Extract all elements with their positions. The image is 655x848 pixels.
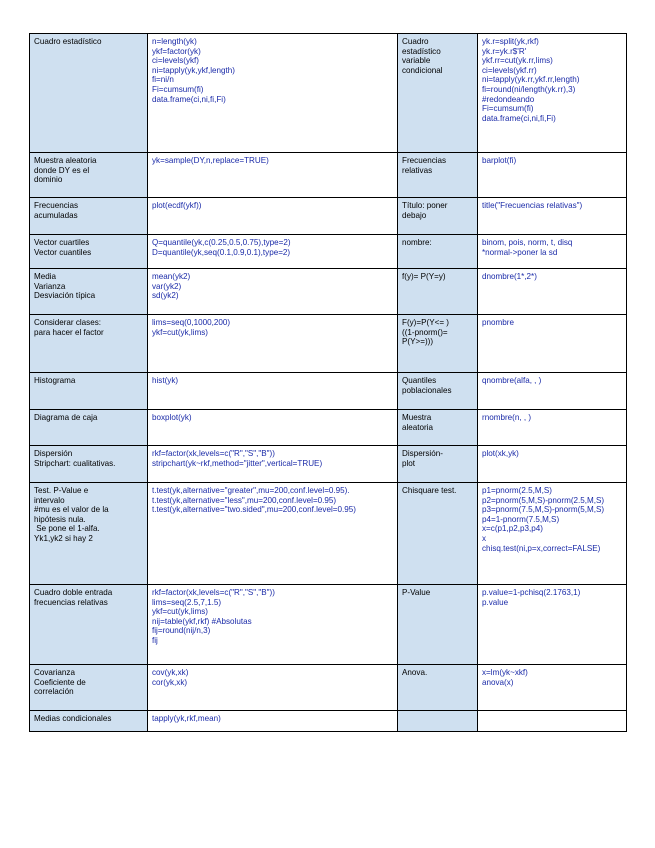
label-line: Se pone el 1-alfa.: [34, 524, 100, 534]
left-label-cell: [30, 410, 148, 446]
right-label-cell: [398, 410, 478, 446]
code-line: x=c(p1,p2,p3,p4): [482, 524, 543, 534]
code-line: binom, pois, norm, t, disq: [482, 238, 573, 247]
right-label-cell: [398, 269, 478, 315]
left-label-cell: [30, 711, 148, 732]
code-line: chisq.test(ni,p=x,correct=FALSE): [482, 543, 601, 553]
table-row: [30, 373, 627, 410]
label-line: intervalo: [34, 495, 65, 505]
code-line: p1=pnorm(2.5,M,S): [482, 486, 552, 495]
label-line: Frecuencias: [34, 201, 79, 210]
label-line: Chisquare test.: [402, 486, 457, 495]
code-line: qnombre(alfa, , ): [482, 376, 542, 385]
label-line: Cuadro estadístico: [34, 37, 102, 46]
label-line: para hacer el factor: [34, 327, 104, 337]
code-line: p.value=1-pchisq(2.1763,1): [482, 588, 581, 597]
left-code-cell: [148, 235, 398, 269]
label-line: Varianza: [34, 281, 66, 291]
code-line: data.frame(ci,ni,fi,Fi): [152, 94, 226, 104]
code-line: p4=1-pnorm(7.5,M,S): [482, 514, 560, 524]
label-line: Dispersión: [34, 449, 73, 458]
right-label-cell: [398, 711, 478, 732]
code-line: ykf=cut(yk,lims): [152, 607, 208, 617]
right-code-cell: [478, 153, 627, 198]
left-code-cell: [148, 410, 398, 446]
label-line: Cuadro doble entrada: [34, 588, 113, 597]
code-line: ci=levels(ykf): [152, 56, 199, 66]
table-row: [30, 585, 627, 665]
code-line: ci=levels(ykf.rr): [482, 65, 537, 75]
code-line: title("Frecuencias relativas"): [482, 201, 583, 210]
code-line: t.test(yk,alternative="less",mu=200,conf.level=0.95): [152, 495, 337, 505]
right-code-cell: [478, 446, 627, 483]
label-line: Stripchart: cualitativas.: [34, 458, 116, 468]
label-line: correlación: [34, 687, 74, 697]
label-line: F(y)=P(Y<= ): [402, 318, 449, 327]
label-line: Muestra aleatoria: [34, 156, 97, 165]
label-line: nombre:: [402, 238, 432, 247]
right-code-cell: [478, 373, 627, 410]
table-row: [30, 315, 627, 373]
label-line: acumuladas: [34, 210, 78, 220]
label-line: Medias condicionales: [34, 714, 112, 723]
r-cheatsheet-table: [29, 33, 627, 732]
table-row: [30, 235, 627, 269]
code-line: anova(x): [482, 677, 514, 687]
left-label-cell: [30, 585, 148, 665]
label-line: Anova.: [402, 668, 428, 677]
right-label-cell: [398, 315, 478, 373]
left-label-cell: [30, 315, 148, 373]
table-body: [30, 34, 627, 732]
code-line: cor(yk,xk): [152, 677, 188, 687]
code-line: Q=quantile(yk,c(0.25,0.5,0.75),type=2): [152, 238, 291, 247]
left-code-cell: [148, 711, 398, 732]
table-row: [30, 269, 627, 315]
code-line: t.test(yk,alternative="two.sided",mu=200,conf.level=0.95): [152, 505, 356, 515]
label-line: Coeficiente de: [34, 677, 86, 687]
left-code-cell: [148, 585, 398, 665]
code-line: *normal->poner la sd: [482, 247, 558, 257]
label-line: Diagrama de caja: [34, 413, 98, 422]
code-line: fi=ni/n: [152, 75, 174, 85]
right-code-cell: [478, 410, 627, 446]
code-line: yk=sample(DY,n,replace=TRUE): [152, 156, 269, 165]
code-line: hist(yk): [152, 376, 179, 385]
code-line: var(yk2): [152, 281, 182, 291]
right-code-cell: [478, 665, 627, 711]
label-line: frecuencias relativas: [34, 597, 108, 607]
left-label-cell: [30, 34, 148, 153]
code-line: data.frame(ci,ni,fi,Fi): [482, 113, 556, 123]
code-line: D=quantile(yk,seq(0.1,0.9,0.1),type=2): [152, 247, 291, 257]
label-line: Quantiles: [402, 376, 437, 385]
left-code-cell: [148, 198, 398, 235]
right-label-cell: [398, 665, 478, 711]
code-line: plot(ecdf(ykf)): [152, 201, 202, 210]
code-line: cov(yk,xk): [152, 668, 189, 677]
label-line: Cuadro: [402, 37, 429, 46]
label-line: Vector cuartiles: [34, 238, 90, 247]
left-code-cell: [148, 315, 398, 373]
right-label-cell: [398, 483, 478, 585]
right-label-cell: [398, 373, 478, 410]
table-row: [30, 34, 627, 153]
code-line: Fi=cumsum(fi): [152, 84, 204, 94]
label-line: ((1-pnorm()=: [402, 327, 448, 337]
code-line: yk.r=yk.r$'R': [482, 46, 527, 56]
label-line: f(y)= P(Y=y): [402, 272, 446, 281]
label-line: Yk1,yk2 si hay 2: [34, 533, 93, 543]
table-row: [30, 410, 627, 446]
label-line: Muestra: [402, 413, 432, 422]
code-line: yk.r=split(yk,rkf): [482, 37, 539, 46]
code-line: p.value: [482, 597, 509, 607]
code-line: ykf.rr=cut(yk.rr,lims): [482, 56, 553, 66]
label-line: debajo: [402, 210, 427, 220]
right-code-cell: [478, 315, 627, 373]
code-line: rkf=factor(xk,levels=c("R","S","B")): [152, 588, 275, 597]
code-line: nij=table(ykf,rkf) #Absolutas: [152, 616, 252, 626]
right-label-cell: [398, 153, 478, 198]
table-row: [30, 665, 627, 711]
code-line: lims=seq(0,1000,200): [152, 318, 231, 327]
left-label-cell: [30, 665, 148, 711]
code-line: ni=tapply(yk,ykf,length): [152, 65, 236, 75]
label-line: hipótesis nula.: [34, 514, 86, 524]
left-code-cell: [148, 665, 398, 711]
code-line: fij: [152, 635, 158, 645]
right-label-cell: [398, 235, 478, 269]
code-line: x: [482, 533, 487, 543]
code-line: t.test(yk,alternative="greater",mu=200,conf.level=0.95).: [152, 486, 350, 495]
right-code-cell: [478, 483, 627, 585]
label-line: #mu es el valor de la: [34, 505, 109, 515]
code-line: ni=tapply(yk.rr,ykf.rr,length): [482, 75, 580, 85]
label-line: dominio: [34, 175, 63, 185]
code-line: boxplot(yk): [152, 413, 192, 422]
table-row: [30, 153, 627, 198]
code-line: stripchart(yk~rkf,method="jitter",vertical=TRUE): [152, 458, 323, 468]
code-line: ykf=factor(yk): [152, 46, 201, 56]
code-line: ykf=cut(yk,lims): [152, 327, 208, 337]
right-code-cell: [478, 235, 627, 269]
label-line: variable: [402, 56, 431, 66]
table-row: [30, 483, 627, 585]
left-code-cell: [148, 269, 398, 315]
right-code-cell: [478, 269, 627, 315]
table-row: [30, 198, 627, 235]
code-line: Fi=cumsum(fi): [482, 104, 534, 114]
label-line: P-Value: [402, 588, 431, 597]
code-line: fij=round(nij/n,3): [152, 626, 211, 636]
code-line: n=length(yk): [152, 37, 197, 46]
code-line: tapply(yk,rkf,mean): [152, 714, 221, 723]
code-line: fi=round(ni/length(yk.rr),3): [482, 84, 576, 94]
table-row: [30, 711, 627, 732]
label-line: Título: poner: [402, 201, 448, 210]
right-label-cell: [398, 198, 478, 235]
right-code-cell: [478, 34, 627, 153]
left-label-cell: [30, 483, 148, 585]
label-line: plot: [402, 458, 416, 468]
label-line: Vector cuantiles: [34, 247, 92, 257]
right-code-cell: [478, 711, 627, 732]
right-label-cell: [398, 446, 478, 483]
label-line: Desviación típica: [34, 291, 96, 301]
left-code-cell: [148, 373, 398, 410]
label-line: Considerar clases:: [34, 318, 102, 327]
label-line: relativas: [402, 165, 433, 175]
left-code-cell: [148, 483, 398, 585]
code-line: barplot(fi): [482, 156, 517, 165]
code-line: dnombre(1*,2*): [482, 272, 537, 281]
left-label-cell: [30, 446, 148, 483]
left-code-cell: [148, 446, 398, 483]
right-label-cell: [398, 585, 478, 665]
code-line: p2=pnorm(5,M,S)-pnorm(2.5,M,S): [482, 495, 605, 505]
right-code-cell: [478, 585, 627, 665]
code-line: sd(yk2): [152, 291, 179, 301]
label-line: Histograma: [34, 376, 76, 385]
left-label-cell: [30, 269, 148, 315]
code-line: rnombre(n, , ): [482, 413, 532, 422]
label-line: donde DY es el: [34, 165, 90, 175]
code-line: p3=pnorm(7.5,M,S)-pnorm(5,M,S): [482, 505, 605, 515]
label-line: Test. P-Value e: [34, 486, 89, 495]
left-code-cell: [148, 34, 398, 153]
left-code-cell: [148, 153, 398, 198]
label-line: Media: [34, 272, 57, 281]
code-line: #redondeando: [482, 94, 535, 104]
left-label-cell: [30, 373, 148, 410]
code-line: lims=seq(2.5,7,1.5): [152, 597, 222, 607]
right-label-cell: [398, 34, 478, 153]
label-line: Frecuencias: [402, 156, 447, 165]
code-line: pnombre: [482, 318, 514, 327]
left-label-cell: [30, 235, 148, 269]
code-line: mean(yk2): [152, 272, 191, 281]
label-line: condicional: [402, 65, 443, 75]
label-line: aleatoria: [402, 422, 434, 432]
code-line: x=lm(yk~xkf): [482, 668, 528, 677]
label-line: estadístico: [402, 46, 441, 56]
label-line: poblacionales: [402, 385, 452, 395]
table-row: [30, 446, 627, 483]
code-line: plot(xk,yk): [482, 449, 519, 458]
left-label-cell: [30, 198, 148, 235]
right-code-cell: [478, 198, 627, 235]
left-label-cell: [30, 153, 148, 198]
label-line: Dispersión-: [402, 449, 443, 458]
label-line: Covarianza: [34, 668, 75, 677]
code-line: rkf=factor(xk,levels=c("R","S","B")): [152, 449, 275, 458]
label-line: P(Y>=))): [402, 337, 434, 347]
